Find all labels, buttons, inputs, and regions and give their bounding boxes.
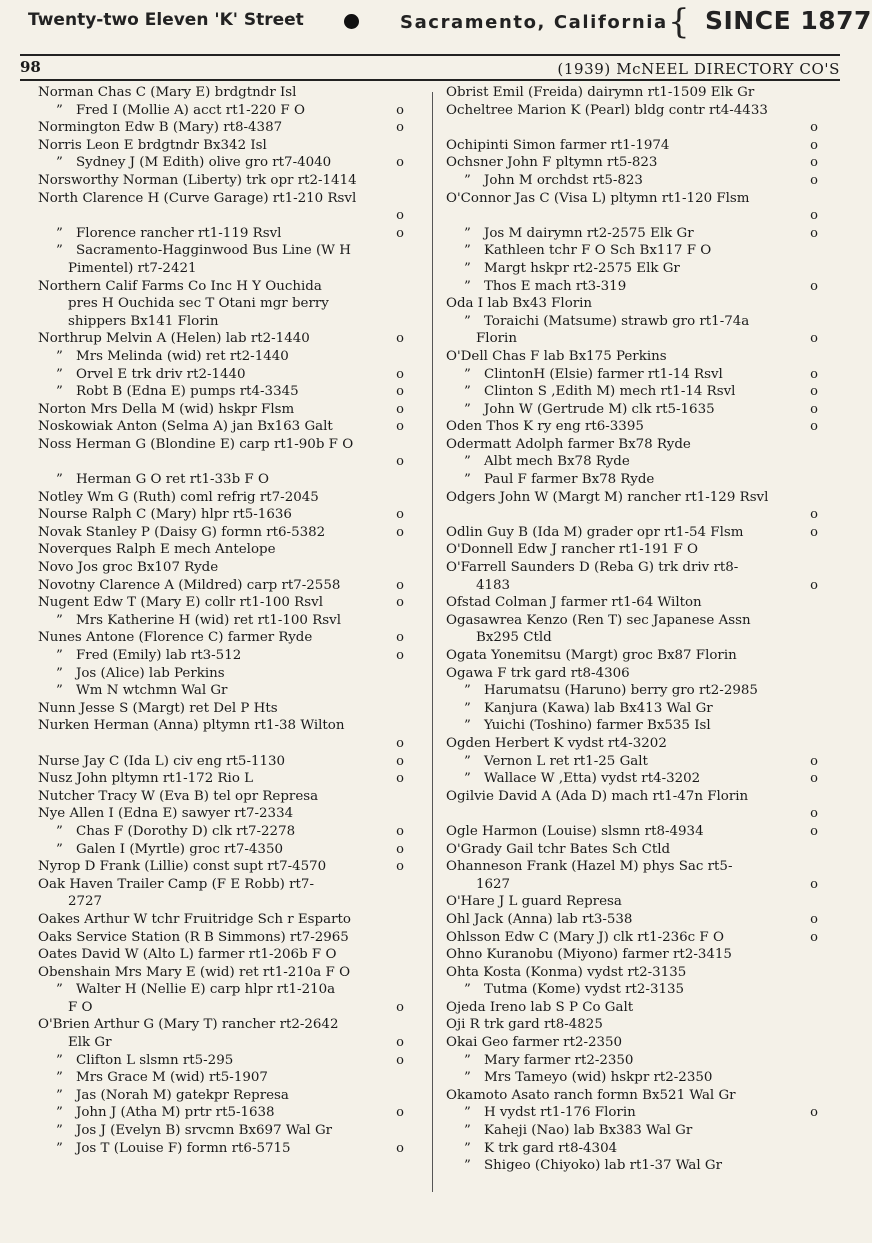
owner-mark: o	[396, 753, 404, 769]
entry-text: North Clarence H (Curve Garage) rt1-210 Rsvl	[38, 190, 357, 206]
directory-entry	[446, 612, 818, 647]
directory-entry	[38, 172, 404, 190]
entry-text: ” Shigeo (Chiyoko) lab rt1-37 Wal Gr	[446, 1157, 818, 1175]
entry-text: Norman Chas C (Mary E) brdgtndr Isl	[38, 85, 297, 100]
entry-text: ” Wallace W ,Etta) vydst rt4-3202	[446, 770, 818, 788]
directory-entry	[446, 1016, 818, 1034]
directory-entry	[38, 383, 404, 401]
directory-entry	[446, 1140, 818, 1158]
directory-entry	[446, 753, 818, 771]
owner-mark: o	[810, 208, 818, 224]
entry-text: Oates David W (Alto L) farmer rt1-206b F O	[38, 947, 337, 963]
directory-entry	[38, 242, 404, 277]
owner-mark: o	[810, 225, 818, 241]
entry-text: ” K trk gard rt8-4304	[446, 1140, 818, 1158]
directory-entry	[446, 154, 818, 172]
directory-entry	[446, 700, 818, 718]
entry-text: Okai Geo farmer rt2-2350	[446, 1035, 623, 1051]
entry-text-continued	[446, 506, 818, 524]
directory-entry	[38, 946, 404, 964]
entry-text: Nusz John pltymn rt1-172 Rio L	[38, 771, 254, 787]
entry-text: Nunes Antone (Florence C) farmer Ryde	[38, 630, 313, 646]
entry-text: ” John J (Atha M) prtr rt5-1638	[38, 1104, 404, 1122]
directory-entry	[446, 1069, 818, 1087]
directory-entry	[446, 823, 818, 841]
directory-entry	[38, 717, 404, 752]
page-banner	[0, 0, 872, 46]
directory-entry	[38, 981, 404, 1016]
entry-text: Nurken Herman (Anna) pltymn rt1-38 Wilton	[38, 718, 345, 734]
entry-text: ” Harumatsu (Haruno) berry gro rt2-2985	[446, 682, 818, 700]
header-rule	[20, 79, 840, 81]
entry-text: Ohlsson Edw C (Mary J) clk rt1-236c F O	[446, 929, 724, 945]
directory-entry	[446, 242, 818, 260]
entry-text: Ogata Yonemitsu (Margt) groc Bx87 Florin	[446, 648, 737, 663]
directory-entry	[38, 119, 404, 137]
owner-mark: o	[396, 841, 404, 857]
directory-entry	[446, 682, 818, 700]
banner-city: Sacramento, California	[400, 12, 668, 33]
entry-text-continued	[38, 453, 404, 471]
entry-text-continued: pres H Ouchida sec T Otani mgr berry	[68, 296, 329, 312]
directory-entry	[38, 665, 404, 683]
owner-mark: o	[396, 595, 404, 611]
entry-text: Notley Wm G (Ruth) coml refrig rt7-2045	[38, 489, 319, 505]
owner-mark: o	[396, 401, 404, 417]
directory-entry	[38, 805, 404, 823]
directory-entry	[446, 1034, 818, 1052]
directory-entry	[446, 946, 818, 964]
entry-text-continued: Florin	[476, 331, 517, 347]
directory-entry	[38, 964, 404, 982]
entry-text: ” Sydney J (M Edith) olive gro rt7-4040	[38, 154, 404, 172]
entry-text: ” Toraichi (Matsume) strawb gro rt1-74a	[446, 313, 818, 331]
owner-mark: o	[396, 419, 404, 435]
entry-text: Ogden Herbert K vydst rt4-3202	[446, 735, 667, 751]
owner-mark: o	[810, 507, 818, 523]
entry-text: Novotny Clarence A (Mildred) carp rt7-2558	[38, 577, 341, 593]
entry-text: ” Tutma (Kome) vydst rt2-3135	[446, 981, 818, 999]
owner-mark: o	[396, 366, 404, 382]
owner-mark: o	[396, 155, 404, 171]
owner-mark: o	[810, 366, 818, 382]
entry-text: ” Albt mech Bx78 Ryde	[446, 453, 818, 471]
entry-text: ” Kanjura (Kawa) lab Bx413 Wal Gr	[446, 700, 818, 718]
entry-text: O'Brien Arthur G (Mary T) rancher rt2-2642	[38, 1017, 339, 1033]
directory-entry	[38, 788, 404, 806]
entry-text: ” Mrs Melinda (wid) ret rt2-1440	[38, 348, 404, 366]
directory-entry	[38, 823, 404, 841]
entry-text: ” Mrs Tameyo (wid) hskpr rt2-2350	[446, 1069, 818, 1087]
directory-entry	[446, 471, 818, 489]
directory-entry	[446, 717, 818, 735]
entry-text: Ohl Jack (Anna) lab rt3-538	[446, 911, 633, 927]
directory-entry	[38, 682, 404, 700]
entry-text: Oakes Arthur W tchr Fruitridge Sch r Esparto	[38, 911, 351, 927]
entry-text: Nunn Jesse S (Margt) ret Del P Hts	[38, 700, 278, 716]
directory-entry	[38, 1016, 404, 1051]
owner-mark: o	[396, 1105, 404, 1121]
directory-entry	[446, 348, 818, 366]
directory-entry	[38, 348, 404, 366]
entry-text: Oaks Service Station (R B Simmons) rt7-2965	[38, 929, 349, 945]
directory-entry	[446, 225, 818, 243]
directory-entry	[446, 841, 818, 859]
entry-text: ” Orvel E trk driv rt2-1440	[38, 366, 404, 384]
directory-entry	[446, 788, 818, 823]
directory-entry	[446, 929, 818, 947]
entry-text: Novak Stanley P (Daisy G) formn rt6-5382	[38, 524, 326, 540]
entry-text: O'Hare J L guard Represa	[446, 894, 622, 910]
owner-mark: o	[396, 384, 404, 400]
entry-text: Obrist Emil (Freida) dairymn rt1-1509 Elk Gr	[446, 85, 755, 100]
entry-text: ” John W (Gertrude M) clk rt5-1635	[446, 401, 818, 419]
entry-text: ” Sacramento-Hagginwood Bus Line (W H	[38, 242, 404, 260]
entry-text: ” Jos M dairymn rt2-2575 Elk Gr	[446, 225, 818, 243]
entry-text: ” Robt B (Edna E) pumps rt4-3345	[38, 383, 404, 401]
directory-entry	[38, 559, 404, 577]
entry-text-continued	[446, 207, 818, 225]
entry-text: Ofstad Colman J farmer rt1-64 Wilton	[446, 595, 702, 611]
directory-entry	[446, 999, 818, 1017]
entry-text-continued: shippers Bx141 Florin	[68, 313, 219, 329]
entry-text: O'Farrell Saunders D (Reba G) trk driv rt8-	[446, 560, 739, 576]
entry-text: ” Fred I (Mollie A) acct rt1-220 F O	[38, 102, 404, 120]
directory-entry	[446, 665, 818, 683]
entry-text: Noskowiak Anton (Selma A) jan Bx163 Galt	[38, 419, 333, 435]
directory-entry	[38, 647, 404, 665]
directory-entry	[446, 1087, 818, 1105]
directory-entry	[38, 278, 404, 331]
owner-mark: o	[396, 102, 404, 118]
directory-entry	[446, 964, 818, 982]
entry-text: Ocheltree Marion K (Pearl) bldg contr rt4-4433	[446, 102, 768, 118]
entry-text-continued: Pimentel) rt7-2421	[68, 260, 197, 276]
entry-text: Nugent Edw T (Mary E) collr rt1-100 Rsvl	[38, 595, 323, 611]
directory-entry	[38, 489, 404, 507]
entry-text: Northrup Melvin A (Helen) lab rt2-1440	[38, 331, 310, 347]
entry-text-continued	[446, 119, 818, 137]
entry-text: Odermatt Adolph farmer Bx78 Ryde	[446, 436, 691, 452]
owner-mark: o	[396, 999, 404, 1015]
entry-text: ” Yuichi (Toshino) farmer Bx535 Isl	[446, 717, 818, 735]
directory-entry	[38, 418, 404, 436]
bullet-dot-icon	[344, 14, 359, 29]
owner-mark: o	[396, 1052, 404, 1068]
directory-entry	[446, 260, 818, 278]
entry-text: Okamoto Asato ranch formn Bx521 Wal Gr	[446, 1087, 736, 1103]
owner-mark: o	[396, 225, 404, 241]
entry-text: Nye Allen I (Edna E) sawyer rt7-2334	[38, 806, 294, 822]
owner-mark: o	[810, 823, 818, 839]
entry-text: ” Thos E mach rt3-319	[446, 278, 818, 296]
owner-mark: o	[810, 278, 818, 294]
directory-entry	[446, 366, 818, 384]
directory-entry	[38, 524, 404, 542]
entry-text-continued: 1627	[476, 876, 511, 892]
owner-mark: o	[396, 771, 404, 787]
entry-text-continued: F O	[68, 999, 93, 1015]
entry-text-continued	[446, 805, 818, 823]
entry-text: Oda I lab Bx43 Florin	[446, 296, 593, 312]
entry-text: Noss Herman G (Blondine E) carp rt1-90b F O	[38, 436, 354, 452]
owner-mark: o	[810, 120, 818, 136]
owner-mark: o	[810, 876, 818, 892]
entry-text: Odlin Guy B (Ida M) grader opr rt1-54 Flsm	[446, 524, 744, 540]
owner-mark: o	[396, 823, 404, 839]
directory-entry	[38, 1122, 404, 1140]
directory-entry	[38, 594, 404, 612]
entry-text: Ogawa F trk gard rt8-4306	[446, 665, 630, 681]
directory-entry	[38, 753, 404, 771]
entry-text-continued: Bx295 Ctld	[476, 630, 552, 646]
directory-entry	[446, 383, 818, 401]
directory-entry	[38, 1052, 404, 1070]
banner-since: SINCE 1877	[705, 6, 872, 35]
entry-text: ” Paul F farmer Bx78 Ryde	[446, 471, 818, 489]
directory-entry	[446, 1157, 818, 1175]
directory-entry	[38, 629, 404, 647]
directory-entry	[38, 577, 404, 595]
owner-mark: o	[396, 1140, 404, 1156]
entry-text: Ogasawrea Kenzo (Ren T) sec Japanese Assn	[446, 612, 751, 628]
owner-mark: o	[810, 384, 818, 400]
entry-text: Ohanneson Frank (Hazel M) phys Sac rt5-	[446, 859, 733, 875]
owner-mark: o	[396, 507, 404, 523]
directory-title: (1939) McNEEL DIRECTORY CO'S	[557, 60, 840, 78]
entry-text: ” Florence rancher rt1-119 Rsvl	[38, 225, 404, 243]
entry-text: ” Walter H (Nellie E) carp hlpr rt1-210a	[38, 981, 404, 999]
entry-text: Ogle Harmon (Louise) slsmn rt8-4934	[446, 823, 704, 839]
entry-text: Nyrop D Frank (Lillie) const supt rt7-4570	[38, 859, 327, 875]
entry-text: ” John M orchdst rt5-823	[446, 172, 818, 190]
owner-mark: o	[396, 208, 404, 224]
directory-entry	[446, 313, 818, 348]
entry-text: Oji R trk gard rt8-4825	[446, 1017, 603, 1033]
directory-entry	[38, 700, 404, 718]
owner-mark: o	[396, 1035, 404, 1051]
entry-text: ” Mary farmer rt2-2350	[446, 1052, 818, 1070]
owner-mark: o	[810, 806, 818, 822]
entry-text: Oden Thos K ry eng rt6-3395	[446, 419, 644, 435]
owner-mark: o	[810, 771, 818, 787]
left-column	[38, 84, 404, 1157]
directory-entry	[38, 137, 404, 155]
owner-mark: o	[396, 735, 404, 751]
entry-text: ” Jos (Alice) lab Perkins	[38, 665, 404, 683]
entry-text: Ochipinti Simon farmer rt1-1974	[446, 137, 670, 153]
column-divider	[432, 92, 433, 1192]
owner-mark: o	[810, 577, 818, 593]
entry-text: O'Dell Chas F lab Bx175 Perkins	[446, 348, 667, 364]
entry-text: Nurse Jay C (Ida L) civ eng rt5-1130	[38, 753, 286, 769]
owner-mark: o	[396, 120, 404, 136]
owner-mark: o	[396, 630, 404, 646]
entry-text: ” H vydst rt1-176 Florin	[446, 1104, 818, 1122]
directory-entry	[446, 172, 818, 190]
entry-text: ” Clinton S ,Edith M) mech rt1-14 Rsvl	[446, 383, 818, 401]
entry-text: Noverques Ralph E mech Antelope	[38, 542, 276, 558]
entry-text: O'Connor Jas C (Visa L) pltymn rt1-120 Flsm	[446, 190, 750, 206]
directory-entry	[446, 1052, 818, 1070]
directory-entry	[38, 366, 404, 384]
directory-entry	[446, 489, 818, 524]
directory-entry	[446, 893, 818, 911]
directory-entry	[38, 436, 404, 471]
directory-entry	[446, 594, 818, 612]
entry-text: ” Clifton L slsmn rt5-295	[38, 1052, 404, 1070]
entry-text: Ohta Kosta (Konma) vydst rt2-3135	[446, 964, 687, 980]
directory-entry	[38, 471, 404, 489]
entry-text: Oak Haven Trailer Camp (F E Robb) rt7-	[38, 876, 314, 892]
entry-text: Ogilvie David A (Ada D) mach rt1-47n Florin	[446, 788, 749, 804]
entry-text: ” Kathleen tchr F O Sch Bx117 F O	[446, 242, 818, 260]
directory-entry	[446, 278, 818, 296]
entry-text: ” ClintonH (Elsie) farmer rt1-14 Rsvl	[446, 366, 818, 384]
entry-text: Norris Leon E brdgtndr Bx342 Isl	[38, 137, 267, 153]
directory-entry	[38, 876, 404, 911]
directory-entry	[38, 84, 404, 102]
owner-mark: o	[810, 137, 818, 153]
directory-entry	[38, 1104, 404, 1122]
directory-entry	[446, 770, 818, 788]
entry-text-continued: Elk Gr	[68, 1035, 112, 1051]
entry-text: ” Margt hskpr rt2-2575 Elk Gr	[446, 260, 818, 278]
entry-text-continued: 4183	[476, 577, 511, 593]
entry-text: Odgers John W (Margt M) rancher rt1-129 Rsvl	[446, 489, 769, 505]
entry-text-continued: 2727	[68, 894, 103, 910]
directory-entry	[446, 911, 818, 929]
entry-text-continued	[38, 207, 404, 225]
directory-entry	[446, 453, 818, 471]
entry-text: Ohno Kuranobu (Miyono) farmer rt2-3415	[446, 947, 732, 963]
directory-entry	[38, 911, 404, 929]
owner-mark: o	[810, 753, 818, 769]
directory-entry	[446, 524, 818, 542]
owner-mark: o	[396, 577, 404, 593]
entry-text: ” Fred (Emily) lab rt3-512	[38, 647, 404, 665]
owner-mark: o	[396, 331, 404, 347]
owner-mark: o	[810, 401, 818, 417]
directory-entry	[446, 541, 818, 559]
entry-text: ” Wm N wtchmn Wal Gr	[38, 682, 404, 700]
owner-mark: o	[810, 172, 818, 188]
entry-text: ” Jos J (Evelyn B) srvcmn Bx697 Wal Gr	[38, 1122, 404, 1140]
directory-entry	[38, 190, 404, 225]
owner-mark: o	[810, 929, 818, 945]
entry-text: ” Mrs Katherine H (wid) ret rt1-100 Rsvl	[38, 612, 404, 630]
entry-text: O'Donnell Edw J rancher rt1-191 F O	[446, 542, 699, 558]
entry-text: Norton Mrs Della M (wid) hskpr Flsm	[38, 401, 295, 417]
entry-text: ” Kaheji (Nao) lab Bx383 Wal Gr	[446, 1122, 818, 1140]
entry-text: Northern Calif Farms Co Inc H Y Ouchida	[38, 278, 322, 294]
entry-text: Obenshain Mrs Mary E (wid) ret rt1-210a F O	[38, 964, 351, 980]
entry-text: ” Jos T (Louise F) formn rt6-5715	[38, 1140, 404, 1158]
entry-text: Nutcher Tracy W (Eva B) tel opr Represa	[38, 788, 319, 804]
entry-text: ” Galen I (Myrtle) groc rt7-4350	[38, 841, 404, 859]
directory-entry	[38, 770, 404, 788]
owner-mark: o	[396, 524, 404, 540]
directory-entry	[446, 1104, 818, 1122]
directory-entry	[446, 401, 818, 419]
directory-entry	[38, 154, 404, 172]
banner-address: Twenty-two Eleven 'K' Street	[28, 10, 304, 30]
directory-entry	[446, 102, 818, 137]
page-header	[20, 58, 840, 78]
directory-entry	[446, 137, 818, 155]
directory-entry	[38, 841, 404, 859]
directory-entry	[38, 858, 404, 876]
directory-entry	[38, 506, 404, 524]
entry-text: ” Vernon L ret rt1-25 Galt	[446, 753, 818, 771]
entry-text: Novo Jos groc Bx107 Ryde	[38, 560, 219, 576]
owner-mark: o	[396, 454, 404, 470]
directory-entry	[38, 1069, 404, 1087]
directory-entry	[446, 84, 818, 102]
banner-brace: {	[668, 2, 690, 42]
owner-mark: o	[810, 524, 818, 540]
directory-entry	[446, 735, 818, 753]
directory-entry	[38, 1087, 404, 1105]
owner-mark: o	[810, 155, 818, 171]
right-column	[446, 84, 818, 1175]
owner-mark: o	[810, 911, 818, 927]
directory-entry	[446, 981, 818, 999]
directory-entry	[38, 102, 404, 120]
directory-entry	[446, 858, 818, 893]
page-number: 98	[20, 58, 41, 76]
entry-text-continued	[38, 735, 404, 753]
owner-mark: o	[396, 859, 404, 875]
directory-entry	[38, 401, 404, 419]
directory-entry	[38, 330, 404, 348]
entry-text: ” Jas (Norah M) gatekpr Represa	[38, 1087, 404, 1105]
entry-text: Nourse Ralph C (Mary) hlpr rt5-1636	[38, 507, 292, 523]
top-rule	[20, 54, 840, 56]
directory-entry	[38, 929, 404, 947]
directory-entry	[38, 612, 404, 630]
directory-entry	[38, 541, 404, 559]
directory-entry	[446, 295, 818, 313]
owner-mark: o	[810, 1105, 818, 1121]
directory-entry	[446, 418, 818, 436]
directory-entry	[446, 436, 818, 454]
directory-entry	[446, 190, 818, 225]
entry-text: Norsworthy Norman (Liberty) trk opr rt2-1414	[38, 172, 357, 188]
owner-mark: o	[810, 331, 818, 347]
directory-entry	[446, 1122, 818, 1140]
entry-text: Ochsner John F pltymn rt5-823	[446, 155, 658, 171]
directory-entry	[38, 1140, 404, 1158]
entry-text: ” Chas F (Dorothy D) clk rt7-2278	[38, 823, 404, 841]
entry-text: Normington Edw B (Mary) rt8-4387	[38, 120, 283, 136]
entry-text: Ojeda Ireno lab S P Co Galt	[446, 999, 634, 1015]
directory-entry	[38, 225, 404, 243]
directory-entry	[446, 559, 818, 594]
entry-text: ” Herman G O ret rt1-33b F O	[38, 471, 404, 489]
owner-mark: o	[396, 648, 404, 663]
directory-entry	[446, 647, 818, 665]
entry-text: ” Mrs Grace M (wid) rt5-1907	[38, 1069, 404, 1087]
entry-text: O'Grady Gail tchr Bates Sch Ctld	[446, 841, 671, 857]
owner-mark: o	[810, 419, 818, 435]
